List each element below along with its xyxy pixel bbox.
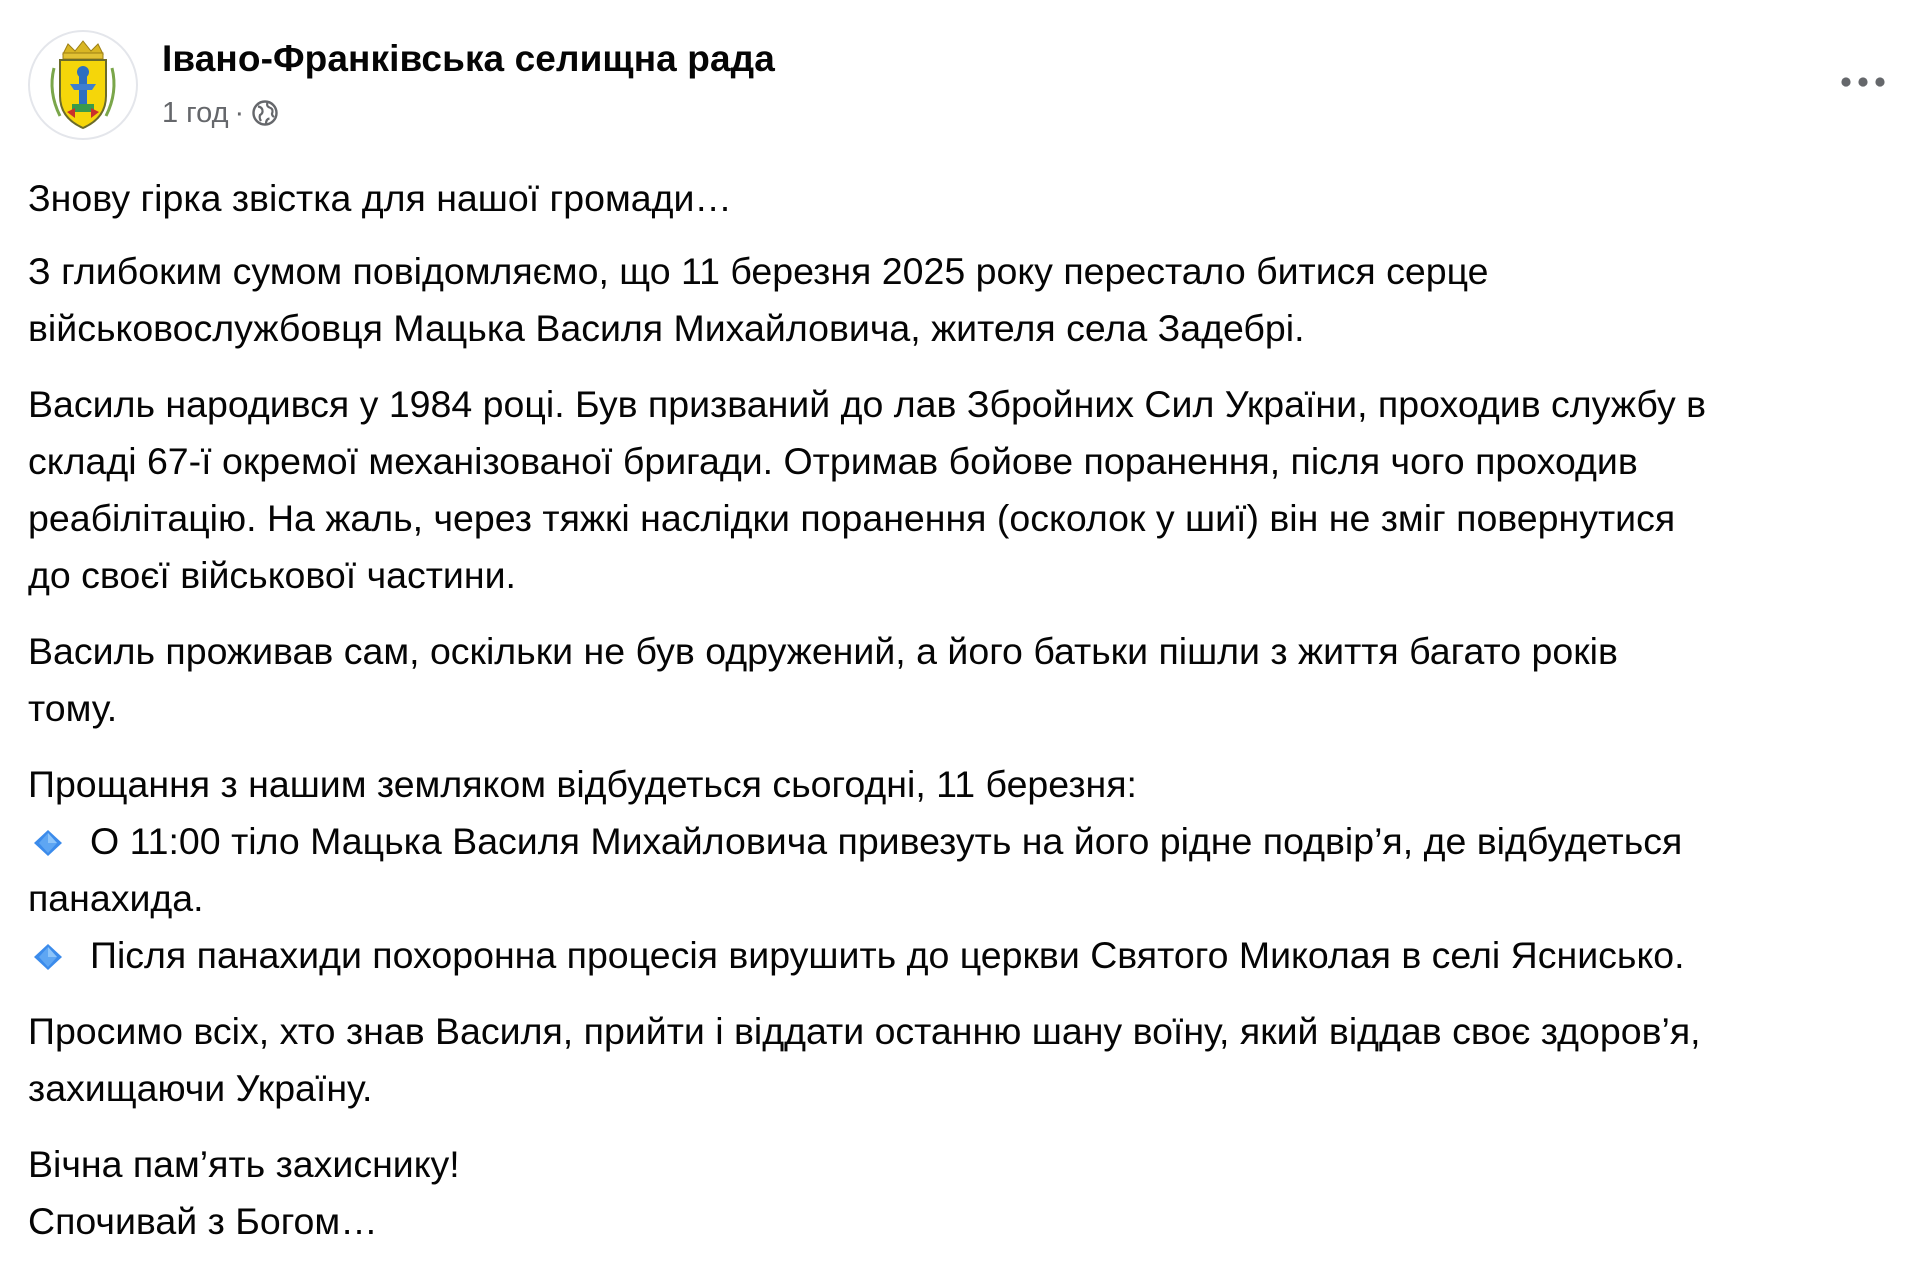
text-line: до своєї військової частини. (28, 554, 516, 596)
list-item (28, 927, 1898, 984)
text-line: військовослужбовця Мацька Василя Михайловича, жителя села Задебрі. (28, 307, 1305, 349)
text-line: Спочивай з Богом… (28, 1200, 378, 1242)
text-line: З глибоким сумом повідомляємо, що 11 березня 2025 року перестало битися серце (28, 250, 1489, 292)
more-options-button[interactable] (1834, 62, 1892, 102)
text-line: складі 67-ї окремої механізованої бригади. Отримав бойове поранення, після чого проходив (28, 440, 1638, 482)
post-header (28, 30, 1892, 146)
list-item-text: О 11:00 тіло Мацька Василя Михайловича привезуть на його рідне подвір’я, де відбудеться (90, 820, 1683, 862)
list-item-text: Після панахиди похоронна процесія вирушить до церкви Святого Миколая в селі Яснисько. (90, 934, 1685, 976)
page-name-link[interactable]: Івано-Франківська селищна рада (162, 38, 775, 79)
paragraph-4 (28, 623, 1898, 737)
coat-of-arms-icon (30, 32, 136, 138)
post-timestamp[interactable]: 1 год (162, 96, 229, 129)
text-line: Прощання з нашим земляком відбудеться сьогодні, 11 березня: (28, 763, 1137, 805)
text-line: Василь народився у 1984 році. Був призваний до лав Збройних Сил України, проходив службу в (28, 383, 1707, 425)
text-line: захищаючи Україну. (28, 1067, 373, 1109)
paragraph-1 (28, 170, 1898, 227)
blue-diamond-icon (28, 942, 68, 972)
text-line: Просимо всіх, хто знав Василя, прийти і віддати останню шану воїну, який віддав своє здоров’я, (28, 1010, 1701, 1052)
text-line: реабілітацію. На жаль, через тяжкі наслідки поранення (осколок у шиї) він не зміг повернутися (28, 497, 1676, 539)
post-meta (162, 98, 280, 128)
text-line: панахида. (28, 877, 204, 919)
globe-icon (250, 98, 280, 128)
paragraph-6 (28, 1003, 1898, 1117)
text-line: тому. (28, 687, 118, 729)
paragraph-3 (28, 376, 1898, 604)
text-line: Василь проживав сам, оскільки не був одружений, а його батьки пішли з життя багато років (28, 630, 1618, 672)
text-line: Вічна пам’ять захиснику! (28, 1143, 460, 1185)
list-item (28, 813, 1898, 870)
meta-separator: · (234, 96, 245, 129)
paragraph-7 (28, 1136, 1898, 1250)
more-options-icon (1840, 76, 1886, 88)
text-line: Знову гірка звістка для нашої громади… (28, 177, 732, 219)
blue-diamond-icon (28, 828, 68, 858)
paragraph-5 (28, 756, 1898, 984)
post-body (28, 170, 1898, 1269)
page-avatar[interactable] (28, 30, 138, 140)
paragraph-2 (28, 243, 1898, 357)
